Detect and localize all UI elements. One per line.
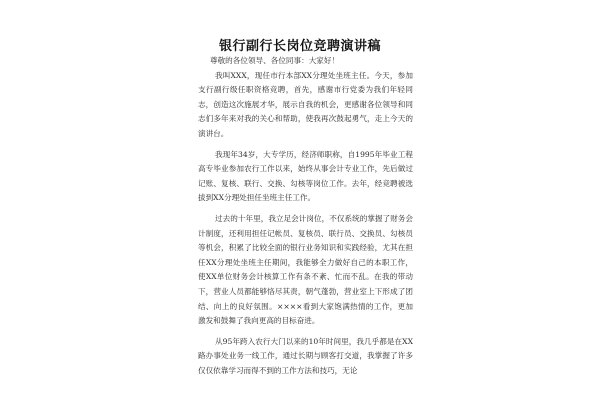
document-body	[198, 54, 413, 384]
paragraph-frontline: 从95年跨入农行大门以来的10年时间里，我几乎都是在XX路办事处业务一线工作，通过长期与顾客打交道，我掌握了许多仅仅依靠学习而得不到的工作方法和技巧，无论	[198, 336, 413, 375]
salutation: 尊敬的各位领导、各位同事：大家好！	[210, 56, 340, 65]
paragraph-intro: 我叫XXX，现任市行本部XX分理处坐班主任。今天，参加支行副行级任职资格竞聘，首先，感谢市行党委为我们年轻同志，创造这次施展才华，展示自我的机会，更感谢各位领导和同志们多年来对我的关心和帮助，使我再次鼓起勇气，走上今天的演讲台。	[198, 70, 413, 138]
paragraph-background: 我现年34岁，大专学历，经济师职称，自1995年毕业工程高专毕业参加农行工作以来，始终从事会计专业工作，先后做过记账、复核、联行、交换、勾核等岗位工作。去年，经竞聘被选拔到XX分理处担任坐班主任工作。	[198, 149, 413, 203]
paragraph-experience: 过去的十年里，我立足会计岗位，不仅系统的掌握了财务会计制度，还利用担任记帐员、复核员、联行员、交换员、勾核员等机会，积累了比较全面的银行业务知识和实践经验，尤其在担任XX分理处坐班主任期间，我能够全力做好自己的本职工作，使XX单位财务会计核算工作有条不紊、忙而不乱。在我的带动下，营业人员都能够恪尽其责，朝气蓬勃，营业室上下形成了团结、向上的良好氛围。××××看到大家饱满热情的工作，更加激发和鼓舞了我向更高的目标奋进。	[198, 213, 413, 326]
document-title: 银行副行长岗位竞聘演讲稿	[218, 39, 381, 54]
